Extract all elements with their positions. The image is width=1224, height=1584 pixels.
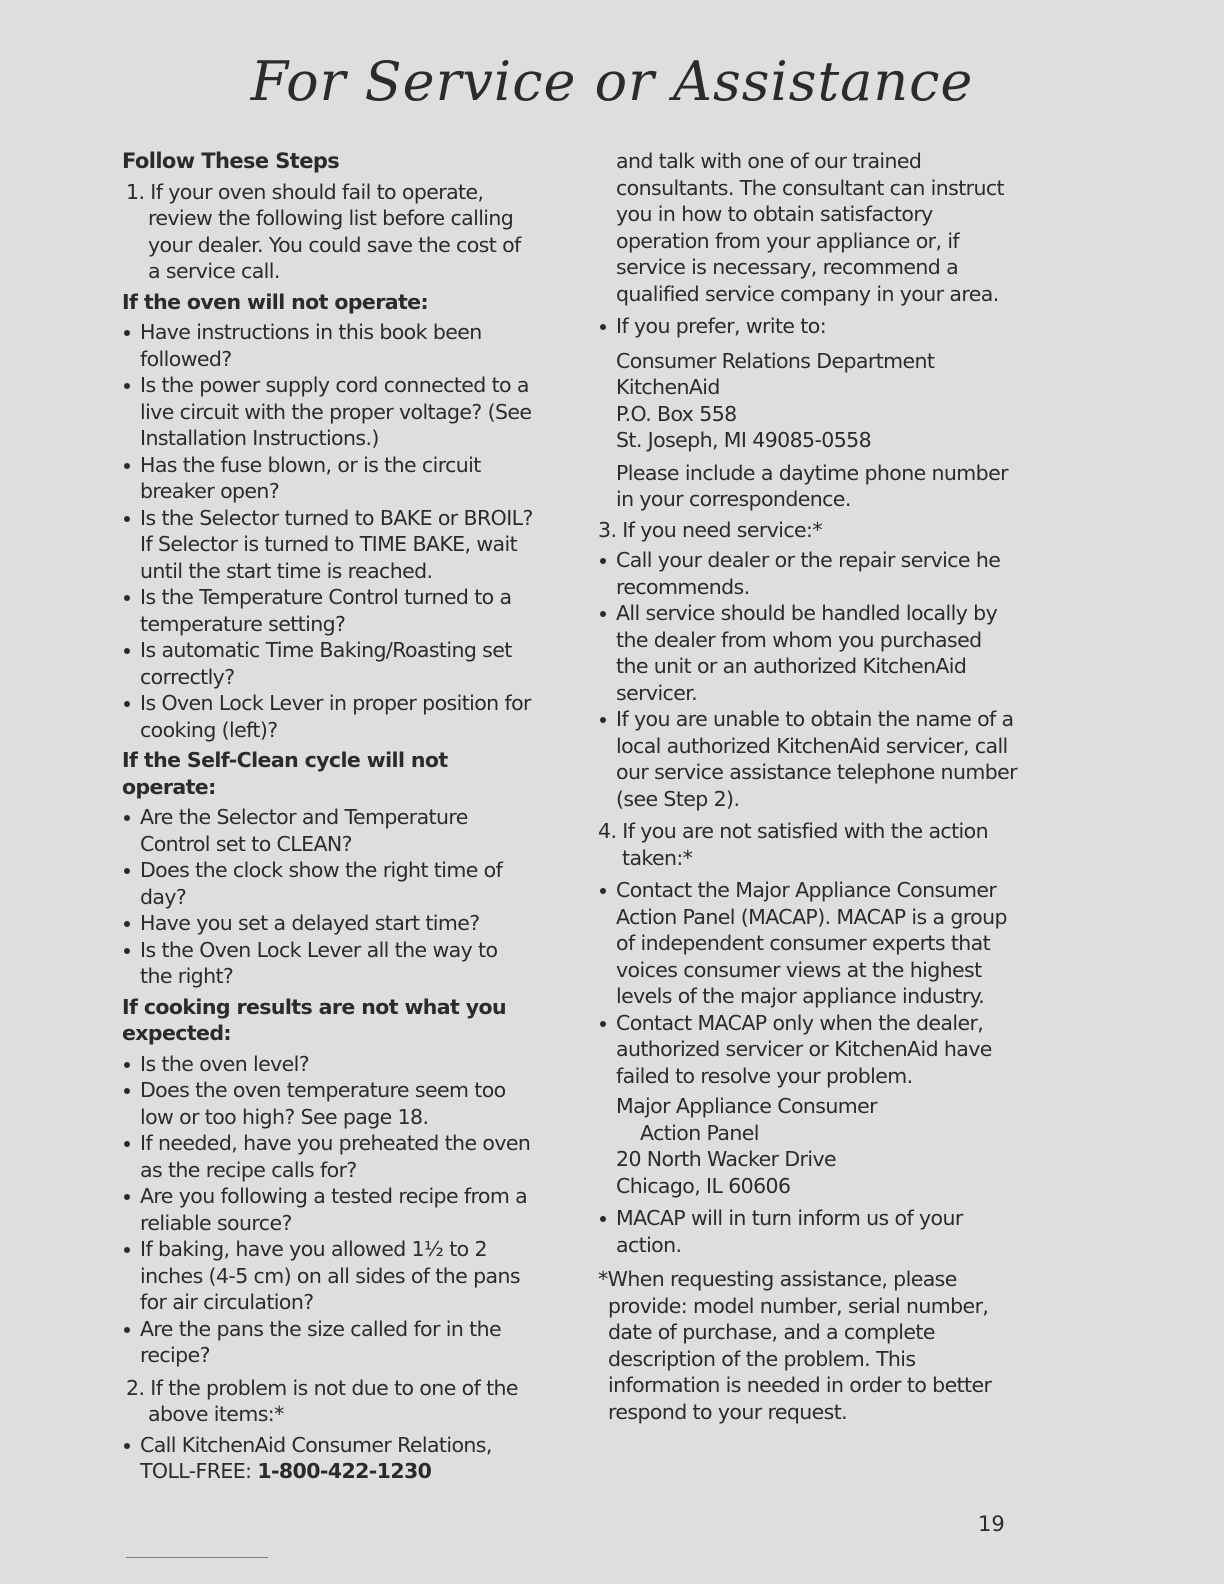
macap-list: [598, 1205, 1018, 1258]
list-item: Is the Selector turned to BAKE or BROIL? If Selector is turned to TIME BAKE, wait until the start time is reached.: [122, 505, 534, 585]
list-item: If you are unable to obtain the name of a local authorized KitchenAid servicer, call our service assistance telephone number (see Step 2).: [598, 706, 1018, 812]
phone-number: 1-800-422-1230: [257, 1459, 432, 1483]
list-item: If needed, have you preheated the oven as the recipe calls for?: [122, 1130, 534, 1183]
list-item: Contact the Major Appliance Consumer Action Panel (MACAP). MACAP is a group of independent consumer experts that voices consumer views at the highest levels of the major appliance industry.: [598, 877, 1018, 1010]
address-line: Consumer Relations Department: [616, 348, 935, 373]
list-item: Call your dealer or the repair service he recommends.: [598, 547, 1018, 600]
address-line: Chicago, IL 60606: [616, 1173, 791, 1198]
consultant-text: and talk with one of our trained consultants. The consultant can instruct you in how to obtain satisfactory operation from your appliance or, if service is necessary, recommend a qualified service company in your area.: [616, 149, 1004, 306]
list-item: Is Oven Lock Lever in proper position for cooking (left)?: [122, 690, 534, 743]
page-title: For Service or Assistance: [250, 50, 974, 113]
list-item: Is the oven level?: [122, 1051, 534, 1078]
steps-heading: Follow These Steps: [122, 149, 340, 173]
address-line: St. Joseph, MI 49085-0558: [616, 428, 872, 452]
footer-rule: [126, 1557, 268, 1558]
step-2: 2. If the problem is not due to one of the above items:*: [126, 1375, 518, 1426]
list-item: Does the clock show the right time of day?: [122, 857, 534, 910]
list-item: Are you following a tested recipe from a reliable source?: [122, 1183, 534, 1236]
list-item: Does the oven temperature seem too low or too high? See page 18.: [122, 1077, 534, 1130]
write-list: [598, 313, 1018, 340]
step-3-list: [598, 547, 1018, 812]
address-line: KitchenAid: [616, 375, 720, 399]
address-line: Major Appliance Consumer: [616, 1094, 877, 1118]
list-item: All service should be handled locally by the dealer from whom you purchased the unit or an authorized KitchenAid servicer.: [598, 600, 1018, 706]
list-item: Is the power supply cord connected to a live circuit with the proper voltage? (See Installation Instructions.): [122, 372, 534, 452]
consumer-relations-address: [598, 348, 1018, 454]
cooking-checklist: [122, 1051, 534, 1369]
step-4: 4. If you are not satisfied with the action taken:*: [598, 819, 988, 870]
list-item: Contact MACAP only when the dealer, authorized servicer or KitchenAid have failed to resolve your problem.: [598, 1010, 1018, 1090]
step-2-list: [122, 1432, 534, 1485]
list-item: Is the Temperature Control turned to a temperature setting?: [122, 584, 534, 637]
address-line: P.O. Box 558: [616, 401, 737, 426]
list-item: Is automatic Time Baking/Roasting set correctly?: [122, 637, 534, 690]
section-heading-cooking: If cooking results are not what you expected:: [122, 994, 506, 1045]
list-item: If baking, have you allowed 1½ to 2 inches (4-5 cm) on all sides of the pans for air circulation?: [122, 1236, 534, 1316]
list-item: MACAP will in turn inform us of your action.: [598, 1205, 1018, 1258]
section-heading-oven: If the oven will not operate:: [122, 289, 429, 314]
footnote: *When requesting assistance, please provide: model number, serial number, date of purchase, and a complete description of the problem. This information is needed in order to better respond to your request.: [598, 1267, 992, 1424]
list-item: [122, 1432, 534, 1485]
phone-note: Please include a daytime phone number in your correspondence.: [616, 460, 1008, 511]
oven-checklist: [122, 319, 534, 743]
step-1: 1. If your oven should fail to operate, review the following list before calling your dealer. You could save the cost of a service call.: [126, 179, 521, 283]
left-column: [122, 148, 534, 1485]
step-4-list: [598, 877, 1018, 1089]
list-item: Are the pans the size called for in the recipe?: [122, 1316, 534, 1369]
section-heading-self-clean: If the Self-Clean cycle will not operate:: [122, 748, 448, 799]
address-line: 20 North Wacker Drive: [616, 1147, 836, 1171]
step-3: 3. If you need service:*: [598, 517, 822, 542]
macap-address: [598, 1093, 1018, 1199]
page-number: 19: [978, 1512, 1005, 1536]
list-item: Is the Oven Lock Lever all the way to the right?: [122, 937, 534, 990]
right-column: [598, 148, 1018, 1425]
call-text: Call KitchenAid Consumer Relations, TOLL-FREE:: [140, 1432, 492, 1483]
self-clean-checklist: [122, 804, 534, 990]
list-item: Has the fuse blown, or is the circuit breaker open?: [122, 452, 534, 505]
list-item: Are the Selector and Temperature Control set to CLEAN?: [122, 804, 534, 857]
list-item: Have you set a delayed start time?: [122, 910, 534, 937]
list-item: Have instructions in this book been followed?: [122, 319, 534, 372]
address-line: Action Panel: [640, 1120, 759, 1145]
list-item: If you prefer, write to:: [598, 313, 1018, 340]
